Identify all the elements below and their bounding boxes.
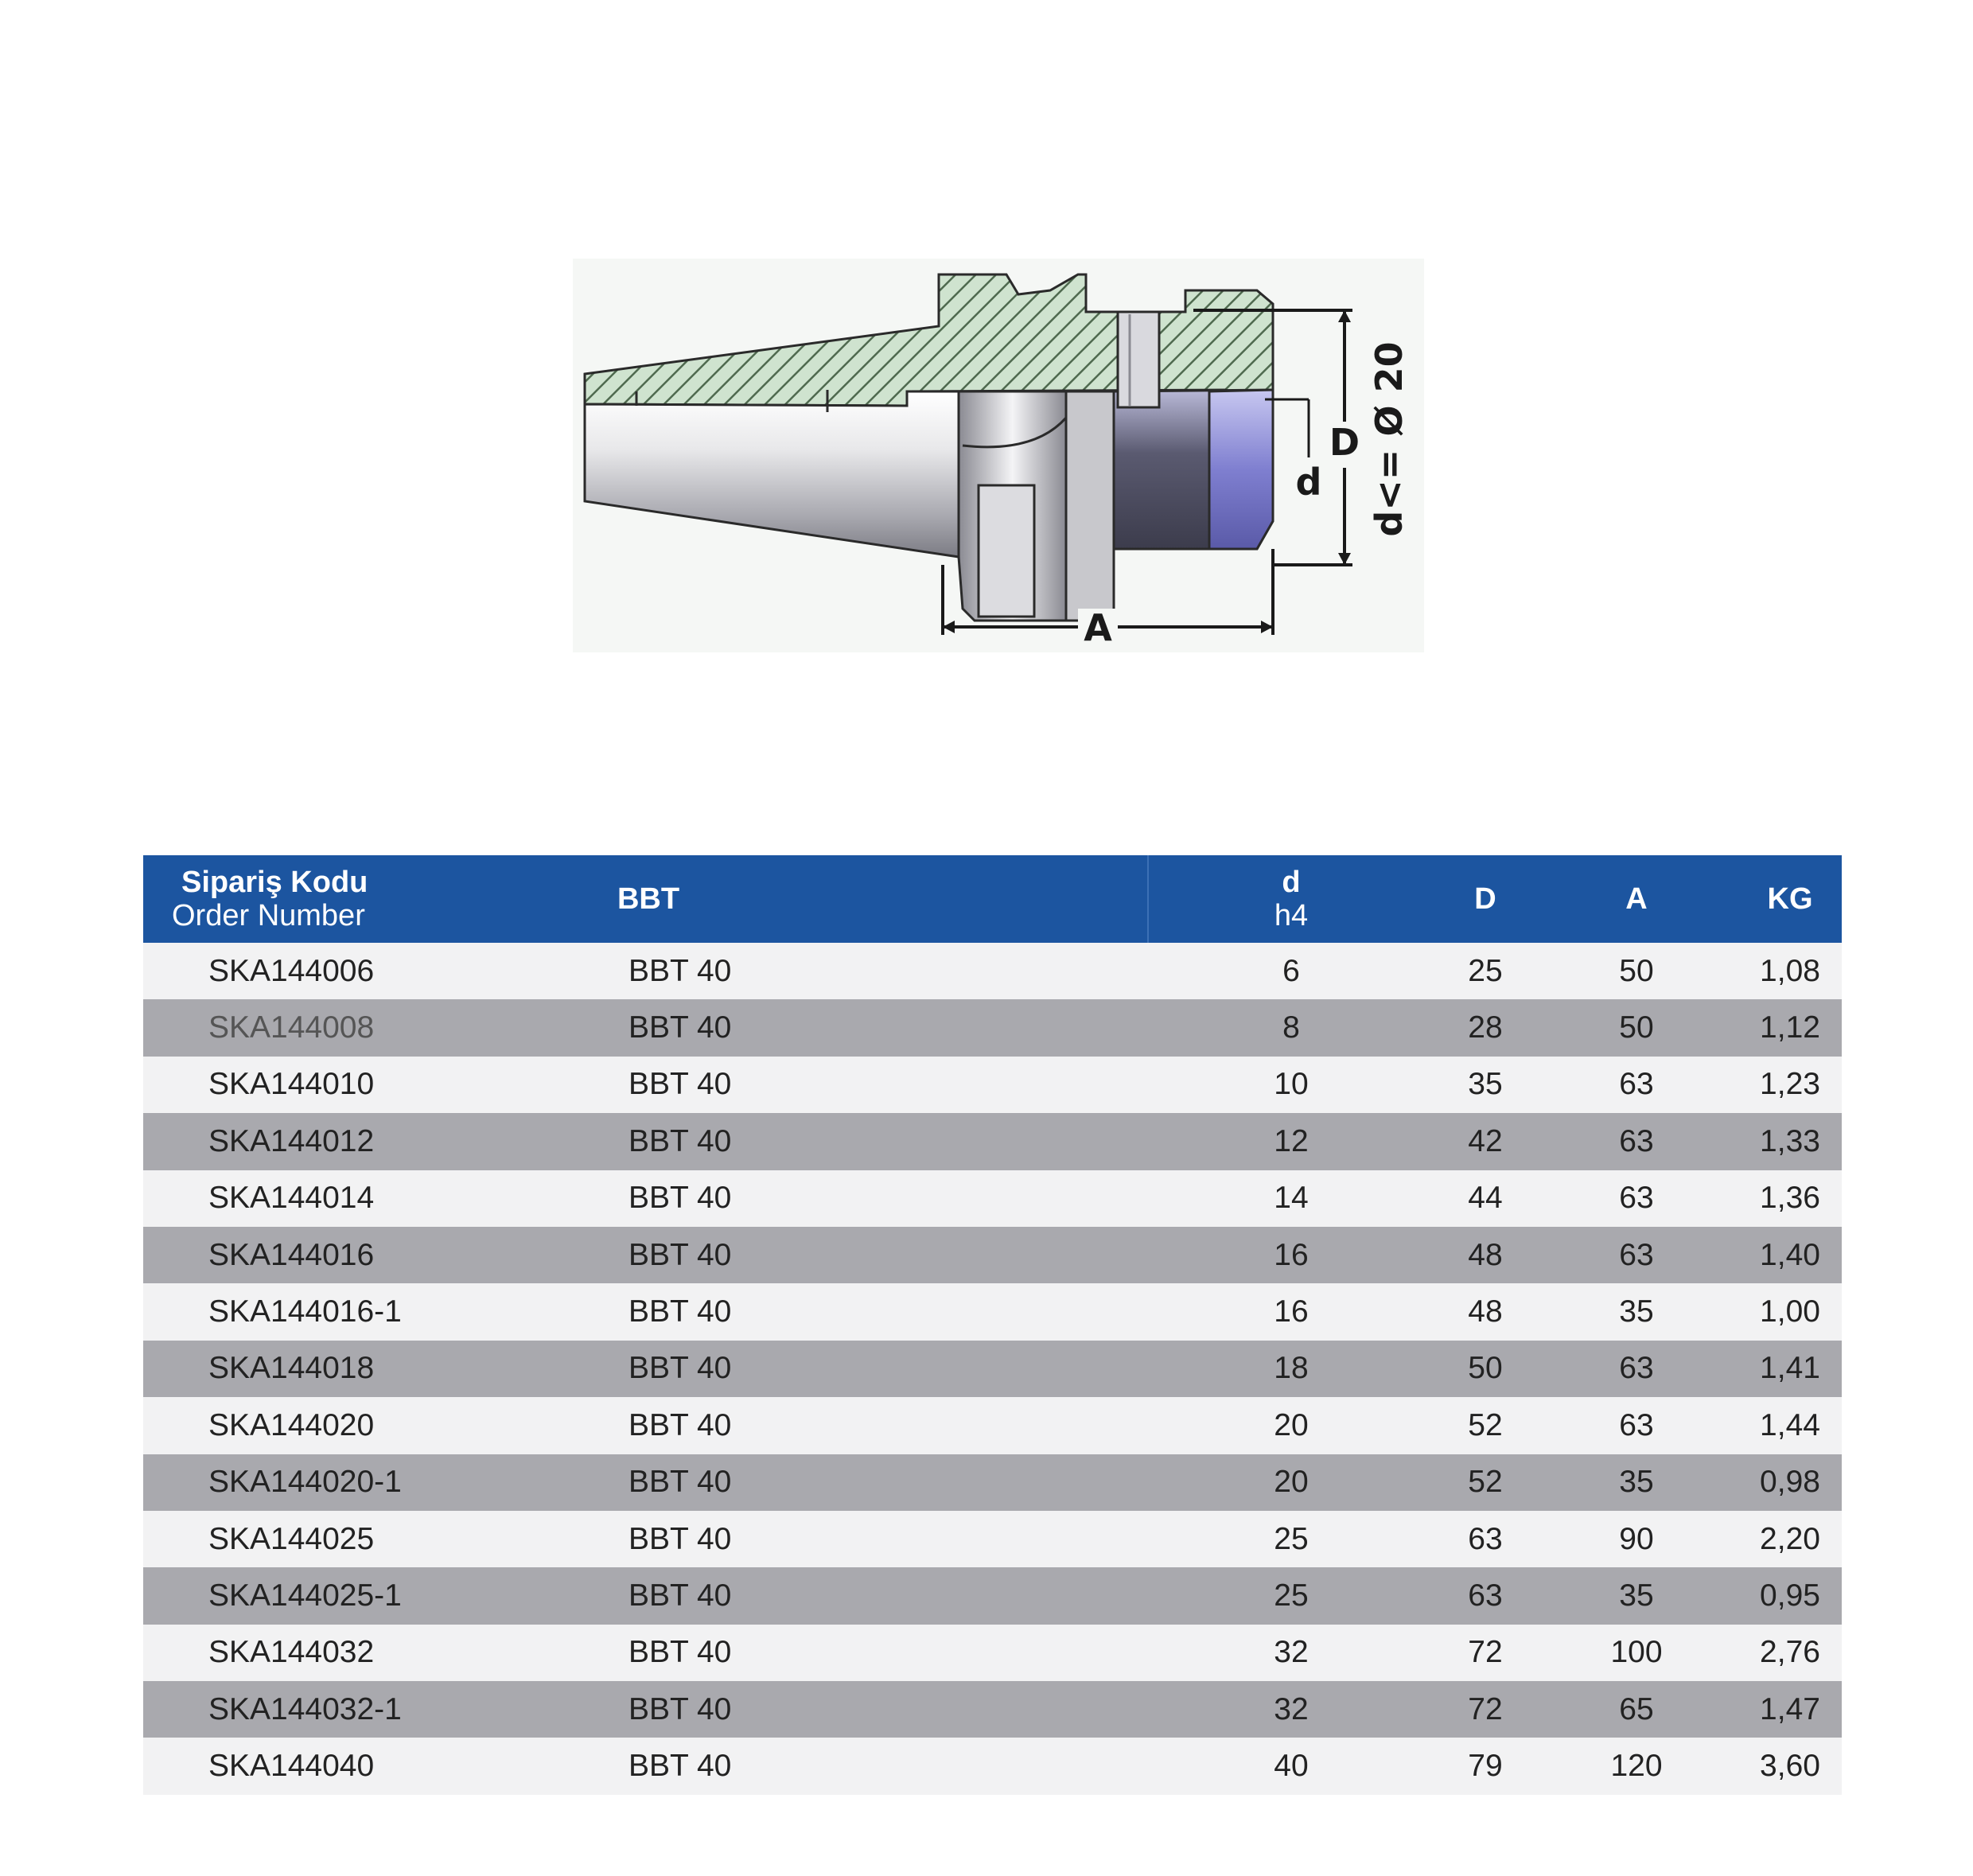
header-D: D (1474, 882, 1496, 916)
cell-order-number: SKA144016-1 (208, 1294, 402, 1329)
cell-bbt: BBT 40 (628, 1294, 732, 1329)
cell-bbt: BBT 40 (628, 1237, 732, 1272)
cell-kg: 0,98 (1760, 1465, 1820, 1500)
cell-bbt: BBT 40 (628, 1010, 732, 1045)
cell-order-number: SKA144018 (208, 1351, 375, 1386)
cell-d: 6 (1282, 953, 1300, 988)
cell-d: 32 (1274, 1635, 1309, 1670)
cell-order-number: SKA144020 (208, 1407, 375, 1442)
table-row (143, 1397, 1842, 1454)
cell-bbt: BBT 40 (628, 1123, 732, 1158)
cell-bbt: BBT 40 (628, 1578, 732, 1613)
table-row (143, 1341, 1842, 1397)
cell-A: 35 (1619, 1578, 1654, 1613)
header-order-number (172, 855, 368, 943)
cell-A: 63 (1619, 1351, 1654, 1386)
table-row (143, 1227, 1842, 1283)
dimension-D-label: D (1329, 421, 1360, 464)
table-row (143, 1454, 1842, 1511)
cell-d: 16 (1274, 1294, 1309, 1329)
cell-D: 52 (1468, 1407, 1503, 1442)
cell-A: 90 (1619, 1521, 1654, 1556)
cell-D: 48 (1468, 1237, 1503, 1272)
collet-rim (1209, 390, 1273, 549)
cell-order-number: SKA144025-1 (208, 1578, 402, 1613)
cell-order-number: SKA144010 (208, 1067, 375, 1102)
cell-kg: 2,76 (1760, 1635, 1820, 1670)
table-row (143, 999, 1842, 1056)
table-row (143, 1113, 1842, 1170)
header-kg: KG (1767, 882, 1813, 916)
cell-d: 32 (1274, 1691, 1309, 1726)
cell-d: 20 (1274, 1407, 1309, 1442)
cell-d: 12 (1274, 1123, 1309, 1158)
cell-order-number: SKA144006 (208, 953, 375, 988)
cell-kg: 3,60 (1760, 1749, 1820, 1784)
cell-A: 35 (1619, 1465, 1654, 1500)
table-row (143, 1057, 1842, 1113)
dimension-A-label: A (1084, 606, 1112, 649)
product-table (143, 855, 1842, 1795)
cell-bbt: BBT 40 (628, 1521, 732, 1556)
cell-D: 72 (1468, 1635, 1503, 1670)
cell-d: 10 (1274, 1067, 1309, 1102)
cell-order-number: SKA144032-1 (208, 1691, 402, 1726)
cell-bbt: BBT 40 (628, 1749, 732, 1784)
cell-D: 50 (1468, 1351, 1503, 1386)
cell-bbt: BBT 40 (628, 1465, 732, 1500)
cell-A: 35 (1619, 1294, 1654, 1329)
cell-kg: 1,36 (1760, 1181, 1820, 1216)
cell-kg: 1,12 (1760, 1010, 1820, 1045)
cell-kg: 1,23 (1760, 1067, 1820, 1102)
table-body (143, 943, 1842, 1795)
cell-order-number: SKA144014 (208, 1181, 375, 1216)
cell-A: 50 (1619, 1010, 1654, 1045)
cell-D: 35 (1468, 1067, 1503, 1102)
cell-d: 16 (1274, 1237, 1309, 1272)
cell-kg: 1,44 (1760, 1407, 1820, 1442)
cell-d: 8 (1282, 1010, 1300, 1045)
cell-bbt: BBT 40 (628, 1067, 732, 1102)
cell-kg: 1,33 (1760, 1123, 1820, 1158)
cell-kg: 1,40 (1760, 1237, 1820, 1272)
header-bbt: BBT (617, 882, 680, 916)
cell-order-number: SKA144016 (208, 1237, 375, 1272)
cell-D: 42 (1468, 1123, 1503, 1158)
cell-d: 18 (1274, 1351, 1309, 1386)
cell-d: 20 (1274, 1465, 1309, 1500)
cell-kg: 2,20 (1760, 1521, 1820, 1556)
header-code-en: Order Number (172, 899, 365, 932)
cell-A: 63 (1619, 1237, 1654, 1272)
table-row (143, 1283, 1842, 1340)
cell-D: 28 (1468, 1010, 1503, 1045)
table-row (143, 1170, 1842, 1227)
cell-kg: 0,95 (1760, 1578, 1820, 1613)
table-header (143, 855, 1842, 943)
max-diameter-note: d<= Ø 20 (1368, 341, 1411, 537)
cell-order-number: SKA144008 (208, 1010, 375, 1045)
header-divider (1147, 855, 1149, 943)
cell-A: 63 (1619, 1123, 1654, 1158)
cell-D: 63 (1468, 1578, 1503, 1613)
cell-kg: 1,41 (1760, 1351, 1820, 1386)
cell-D: 72 (1468, 1691, 1503, 1726)
cell-kg: 1,00 (1760, 1294, 1820, 1329)
cell-bbt: BBT 40 (628, 1691, 732, 1726)
tool-holder-drawing (557, 247, 1448, 660)
cell-A: 63 (1619, 1067, 1654, 1102)
cell-order-number: SKA144032 (208, 1635, 375, 1670)
table-row (143, 1738, 1842, 1794)
cell-A: 65 (1619, 1691, 1654, 1726)
cell-kg: 1,08 (1760, 953, 1820, 988)
cell-d: 40 (1274, 1749, 1309, 1784)
cell-order-number: SKA144012 (208, 1123, 375, 1158)
table-row (143, 1567, 1842, 1624)
cell-bbt: BBT 40 (628, 1635, 732, 1670)
table-row (143, 943, 1842, 999)
dimension-d-label: d (1295, 461, 1322, 504)
cell-kg: 1,47 (1760, 1691, 1820, 1726)
cell-D: 79 (1468, 1749, 1503, 1784)
cell-bbt: BBT 40 (628, 1181, 732, 1216)
header-code-tr: Sipariş Kodu (181, 866, 368, 899)
cell-D: 52 (1468, 1465, 1503, 1500)
table-row (143, 1511, 1842, 1567)
header-A: A (1625, 882, 1648, 916)
cell-D: 25 (1468, 953, 1503, 988)
cell-order-number: SKA144025 (208, 1521, 375, 1556)
cell-A: 100 (1610, 1635, 1663, 1670)
cell-A: 120 (1610, 1749, 1663, 1784)
cell-A: 63 (1619, 1181, 1654, 1216)
cell-D: 48 (1468, 1294, 1503, 1329)
screw-hole (1118, 312, 1159, 407)
cell-order-number: SKA144040 (208, 1749, 375, 1784)
cell-d: 25 (1274, 1578, 1309, 1613)
cell-bbt: BBT 40 (628, 1407, 732, 1442)
cell-A: 63 (1619, 1407, 1654, 1442)
cell-order-number: SKA144020-1 (208, 1465, 402, 1500)
cell-D: 63 (1468, 1521, 1503, 1556)
table-row (143, 1625, 1842, 1681)
cell-D: 44 (1468, 1181, 1503, 1216)
cell-bbt: BBT 40 (628, 1351, 732, 1386)
cell-d: 14 (1274, 1181, 1309, 1216)
table-row (143, 1681, 1842, 1738)
cell-d: 25 (1274, 1521, 1309, 1556)
cell-A: 50 (1619, 953, 1654, 988)
header-d: d h4 (1274, 866, 1309, 932)
cell-bbt: BBT 40 (628, 953, 732, 988)
